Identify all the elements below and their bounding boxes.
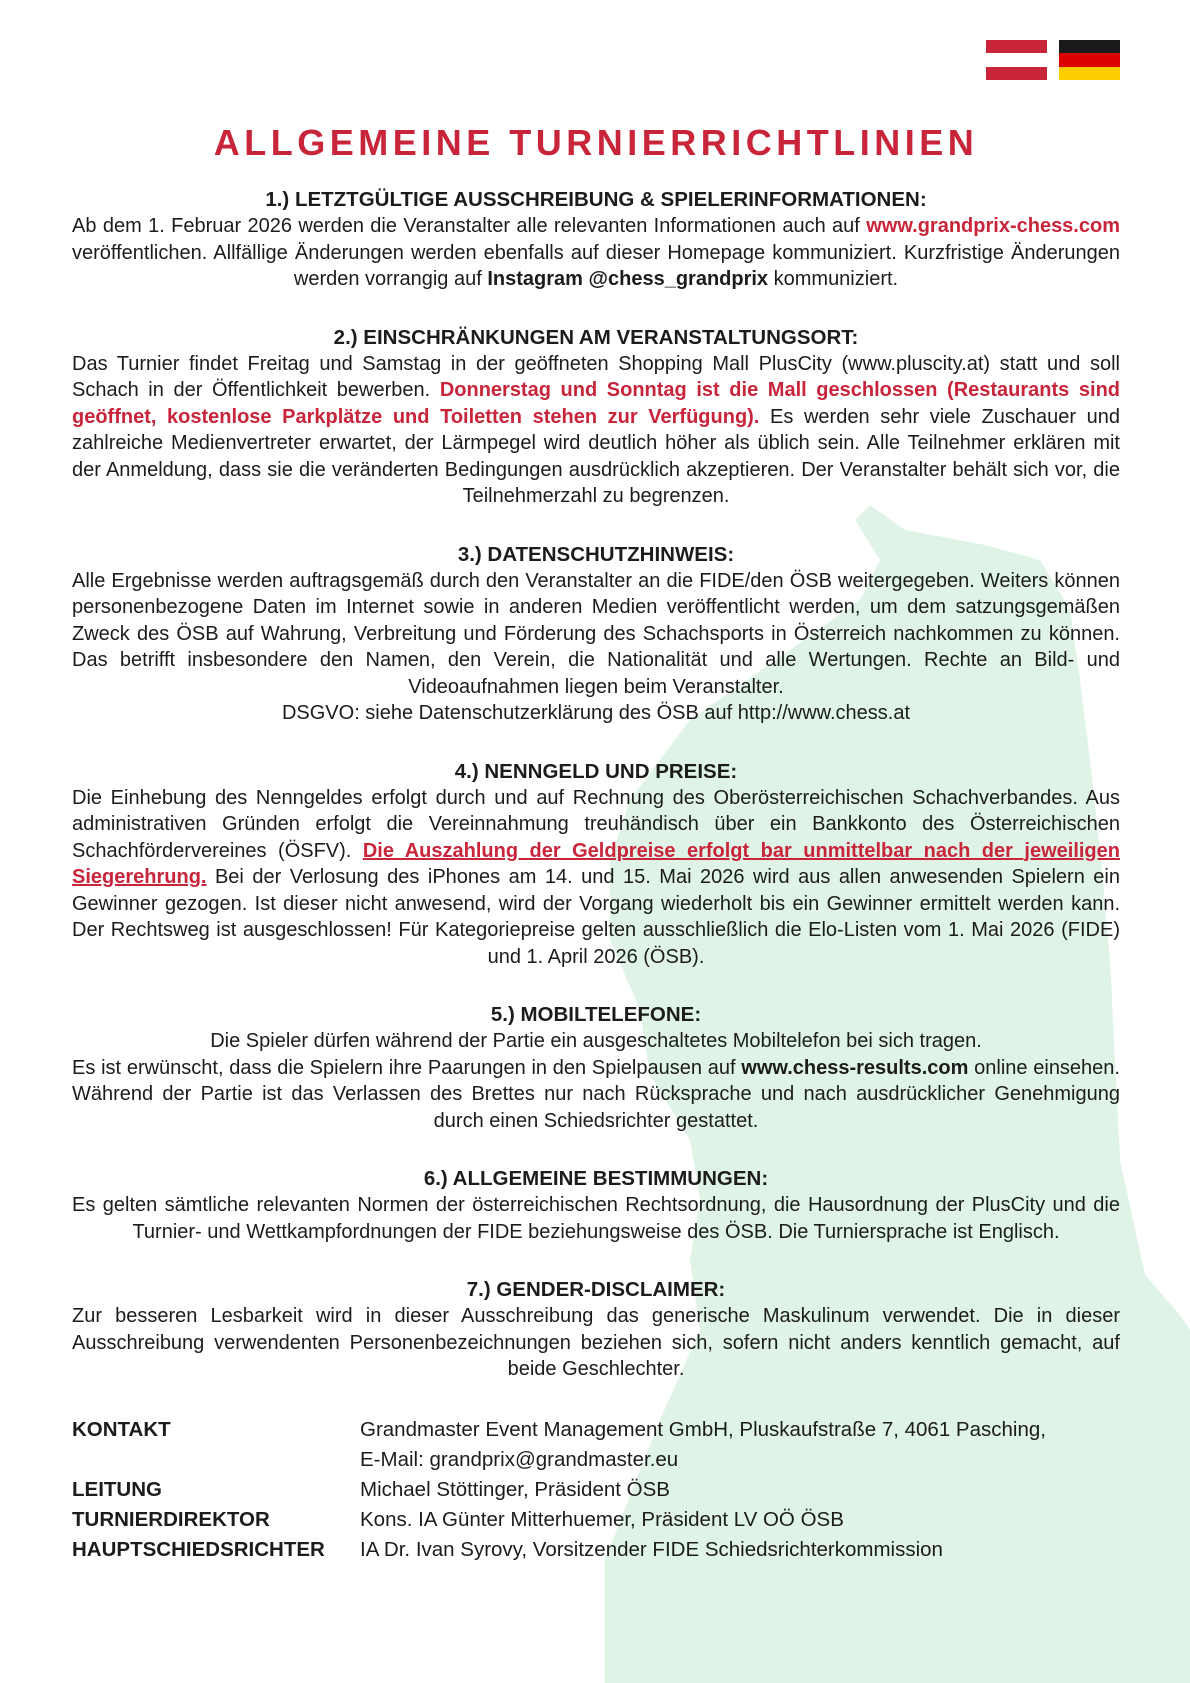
contact-label: TURNIERDIREKTOR [72,1507,270,1531]
section-3-title: 3.) DATENSCHUTZHINWEIS: [457,542,735,566]
chess-results-link[interactable]: www.chess-results.com [741,1056,969,1079]
section-6-body: Es gelten sämtliche relevanten Normen der österreichischen Rechtsordnung, die Hausordnung der PlusCity und die Turnier- und Wettkampfordnungen der FIDE beziehungsweise des ÖSB. Die Turniersprache ist Englisch. [72,1194,1120,1243]
section-7-body: Zur besseren Lesbarkeit wird in dieser Ausschreibung das generische Maskulinum verwendet. Die in dieser Ausschreibung verwendenten Personenbezeichnungen beziehen sich, sofern nicht anders kenntlich gemacht, auf beide Geschlechter. [72,1305,1120,1380]
contact-row [72,1445,1120,1475]
section-4-body: Die Einhebung des Nenngeldes erfolgt durch und auf Rechnung des Oberösterreichischen Schachverbandes. Aus administrativen Gründen erfolgt die Vereinnahmung treuhändisch über ein Bankkonto des Österreichischen Schachfördervereines (ÖSFV). Die Auszahlung der Geldpreise erfolgt bar unmittelbar nach der jeweiligen Siegerehrung. Bei der Verlosung des iPhones am 14. und 15. Mai 2026 wird aus allen anwesenden Spielern ein Gewinner gezogen. Ist dieser nicht anwesend, wird der Vorgang wiederholt bis ein Gewinner ermittelt werden kann. Der Rechtsweg ist ausgeschlossen! Für Kategoriepreise gelten ausschließlich die Elo-Listen vom 1. Mai 2026 (FIDE) und 1. April 2026 (ÖSB). [72,786,1120,968]
document-body [72,122,1120,1565]
contact-table [72,1415,1120,1565]
payout-notice: Die Auszahlung der Geldpreise erfolgt bar unmittelbar nach der jeweiligen Siegerehrung. [72,839,1120,888]
contact-value: Kons. IA Günter Mitterhuemer, Präsident LV OÖ ÖSB [360,1507,844,1531]
section-7-title: 7.) GENDER-DISCLAIMER: [466,1278,726,1301]
contact-row [72,1535,1120,1565]
contact-label: HAUPTSCHIEDSRICHTER [72,1537,325,1561]
section-1-body: Ab dem 1. Februar 2026 werden die Veranstalter alle relevanten Informationen auch auf www.grandprix-chess.com veröffentlichen. Allfällige Änderungen werden ebenfalls auf dieser Homepage kommuniziert. Kurzfristige Änderungen werden vorrangig auf Instagram @chess_grandprix kommuniziert. [72,215,1120,290]
contact-value: Michael Stöttinger, Präsident ÖSB [360,1477,670,1501]
contact-label: LEITUNG [72,1477,162,1501]
flag-austria [986,40,1047,80]
section-3 [72,541,1120,727]
flags [986,40,1120,80]
mall-closed-notice: Donnerstag und Sonntag ist die Mall geschlossen (Restaurants sind geöffnet, kostenlose Parkplätze und Toiletten stehen zur Verfügung). [72,379,1121,428]
section-3-body: Alle Ergebnisse werden auftragsgemäß durch den Veranstalter an die FIDE/den ÖSB weitergegeben. Weiters können personenbezogene Daten im Internet sowie in anderen Medien veröffentlicht werden, um dem satzungsgemäßen Zweck des ÖSB auf Wahrung, Verbreitung und Förderung des Schachsports in Österreich nachkommen zu können. Das betrifft insbesondere den Namen, den Verein, die Nationalität und alle Wertungen. Rechte an Bild- und Videoaufnahmen liegen beim Veranstalter. [72,569,1120,698]
section-6 [72,1165,1120,1245]
contact-row [72,1415,1120,1445]
section-5-title: 5.) MOBILTELEFONE: [490,1003,702,1026]
section-2 [72,324,1120,510]
page-title: ALLGEMEINE TURNIERRICHTLINIEN [213,122,979,163]
contact-email[interactable]: E-Mail: grandprix@grandmaster.eu [360,1447,679,1471]
section-1 [72,186,1120,293]
section-6-title: 6.) ALLGEMEINE BESTIMMUNGEN: [423,1167,769,1190]
section-3-dsgvo: DSGVO: siehe Datenschutzerklärung des ÖSB auf http://www.chess.at [281,702,911,724]
section-1-title: 1.) LETZTGÜLTIGE AUSSCHREIBUNG & SPIELERINFORMATIONEN: [265,188,927,211]
section-4 [72,758,1120,971]
flag-germany [1059,40,1120,80]
section-5 [72,1001,1120,1134]
section-2-body: Das Turnier findet Freitag und Samstag in der geöffneten Shopping Mall PlusCity (www.pluscity.at) statt und soll Schach in der Öffentlichkeit bewerben. Donnerstag und Sonntag ist die Mall geschlossen (Restaurants sind geöffnet, kostenlose Parkplätze und Toiletten stehen zur Verfügung). Es werden sehr viele Zuschauer und zahlreiche Medienvertreter erwartet, der Lärmpegel wird deutlich höher als üblich sein. Alle Teilnehmer erklären mit der Anmeldung, dass sie die veränderten Bedingungen ausdrücklich akzeptieren. Der Veranstalter behält sich vor, die Teilnehmerzahl zu begrenzen. [72,352,1121,507]
contact-label: KONTAKT [72,1417,171,1441]
contact-label [72,1445,360,1475]
contact-value: Grandmaster Event Management GmbH, Pluskaufstraße 7, 4061 Pasching, [360,1417,1046,1441]
section-2-title: 2.) EINSCHRÄNKUNGEN AM VERANSTALTUNGSORT: [333,325,859,349]
contact-row [72,1475,1120,1505]
contact-value: IA Dr. Ivan Syrovy, Vorsitzender FIDE Schiedsrichterkommission [360,1537,943,1561]
grandprix-link[interactable]: www.grandprix-chess.com [866,215,1120,237]
section-5-line-1: Die Spieler dürfen während der Partie ein ausgeschaltetes Mobiltelefon bei sich tragen. [210,1030,982,1052]
contact-row [72,1505,1120,1535]
instagram-handle: Instagram @chess_grandprix [487,268,769,290]
section-4-title: 4.) NENNGELD UND PREISE: [454,759,738,783]
section-7 [72,1276,1120,1383]
section-5-body: Es ist erwünscht, dass die Spielern ihre Paarungen in den Spielpausen auf www.chess-results.com online einsehen. Während der Partie ist das Verlassen des Brettes nur nach Rücksprache und nach ausdrücklicher Genehmigung durch einen Schiedsrichter gestattet. [72,1056,1120,1132]
